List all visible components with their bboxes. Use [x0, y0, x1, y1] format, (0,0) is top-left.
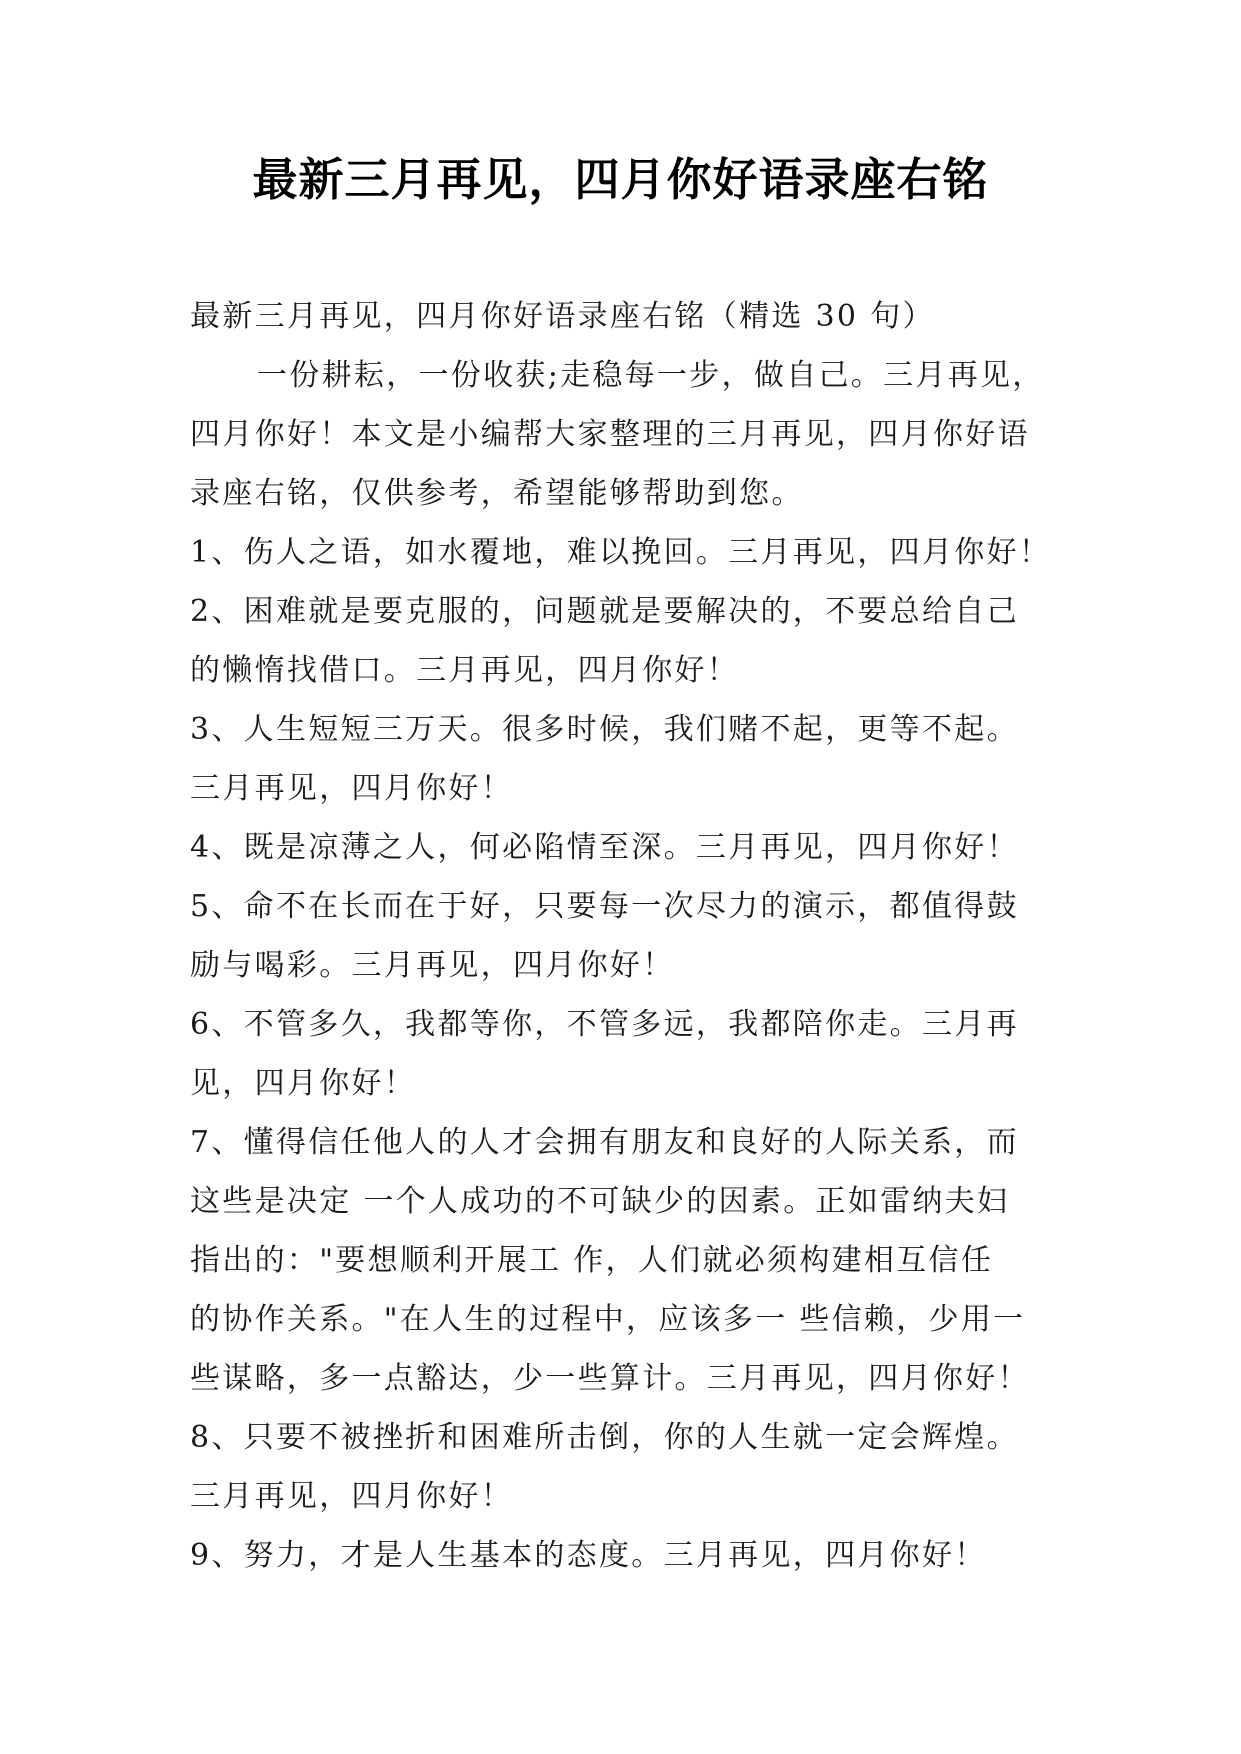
text-line: 8、只要不被挫折和困难所击倒，你的人生就一定会辉煌。 — [190, 1420, 1019, 1455]
text-line: 励与喝彩。三月再见，四月你好！ — [190, 948, 675, 983]
text-line: 3、人生短短三万天。很多时候，我们赌不起，更等不起。 — [190, 712, 1019, 747]
text-line: 录座右铭，仅供参考，希望能够帮助到您。 — [190, 476, 804, 511]
document-body — [190, 287, 1070, 1585]
text-line: 些谋略，多一点豁达，少一些算计。三月再见，四月你好！ — [190, 1361, 1030, 1396]
text-line: 最新三月再见，四月你好语录座右铭（精选 30 句） — [190, 299, 935, 334]
text-line: 5、命不在长而在于好，只要每一次尽力的演示，都值得鼓 — [190, 889, 1019, 924]
text-line: 见，四月你好！ — [190, 1066, 417, 1101]
text-line: 4、既是凉薄之人，何必陷情至深。三月再见，四月你好！ — [190, 830, 1019, 865]
text-line: 三月再见，四月你好！ — [190, 1479, 513, 1514]
text-line: 这些是决定 一个人成功的不可缺少的因素。正如雷纳夫妇 — [190, 1184, 1010, 1219]
text-line: 1、伤人之语，如水覆地，难以挽回。三月再见，四月你好！ — [190, 535, 1052, 570]
text-line: 2、困难就是要克服的，问题就是要解决的，不要总给自己 — [190, 594, 1019, 629]
text-line: 一份耕耘，一份收获;走稳每一步，做自己。三月再见， — [257, 358, 1045, 393]
document-title: 最新三月再见，四月你好语录座右铭 — [252, 153, 989, 206]
text-line: 的懒惰找借口。三月再见，四月你好！ — [190, 653, 740, 688]
text-line: 7、懂得信任他人的人才会拥有朋友和良好的人际关系，而 — [190, 1125, 1019, 1160]
text-line: 三月再见，四月你好！ — [190, 771, 513, 806]
text-line: 6、不管多久，我都等你，不管多远，我都陪你走。三月再 — [190, 1007, 1019, 1042]
text-line: 9、努力，才是人生基本的态度。三月再见，四月你好！ — [190, 1538, 987, 1573]
text-line: 指出的："要想顺利开展工 作，人们就必须构建相互信任 — [190, 1243, 994, 1278]
text-line: 的协作关系。"在人生的过程中，应该多一 些信赖，少用一 — [190, 1302, 1026, 1337]
text-line: 四月你好！本文是小编帮大家整理的三月再见，四月你好语 — [190, 417, 1030, 452]
